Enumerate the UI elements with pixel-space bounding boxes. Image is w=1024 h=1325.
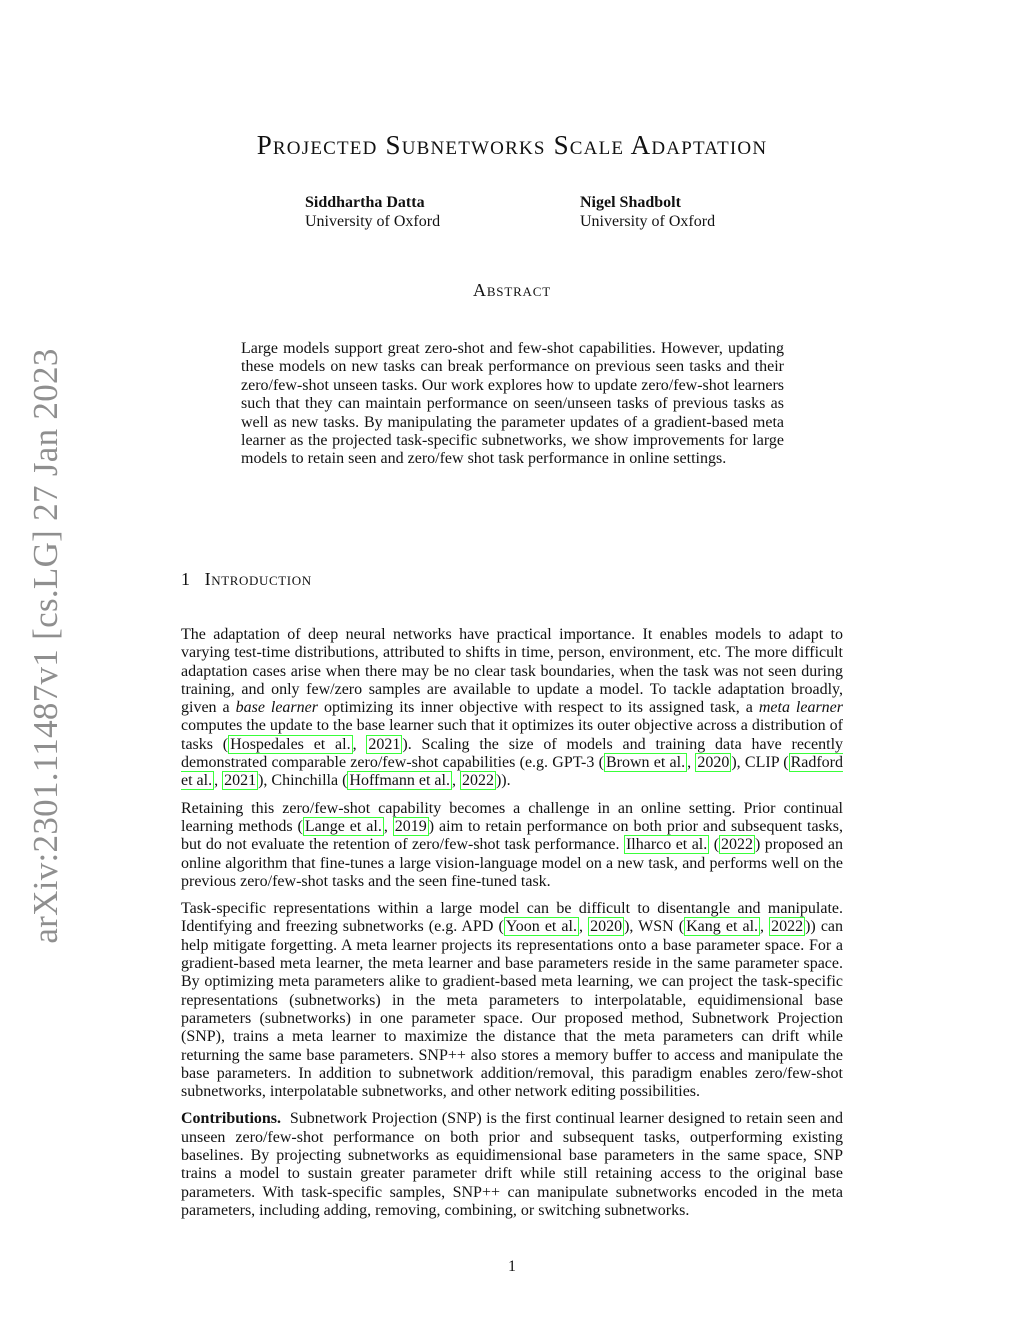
body-text <box>181 626 847 1229</box>
text-run: Retaining this zero/few-shot capability becomes a challenge in an online setting. Prior continual learning methods ( <box>181 799 843 835</box>
citation-link[interactable]: Kang et al. <box>686 918 759 936</box>
author-name: Siddhartha Datta <box>305 194 425 211</box>
paragraph <box>181 626 843 791</box>
citation-link[interactable]: Hospedales et al. <box>230 735 351 753</box>
text-run: ) aim to retain performance on both prior and subsequent tasks, but do not evaluate the retention of zero/few-shot task performance. <box>181 817 844 854</box>
text-run: ), Chinchilla ( <box>258 772 348 790</box>
text-run: ( <box>709 836 720 854</box>
text-run: Task-specific representations within a large model can be difficult to disentangle and manipulate. Identifying and freezing subnetworks (e.g. APD ( <box>181 900 843 936</box>
text-run: optimizing its inner objective with respect to its assigned task, a <box>318 699 759 717</box>
text-run: , <box>383 817 393 835</box>
citation-link[interactable]: Brown et al. <box>605 754 686 772</box>
run-in-heading: Contributions. <box>181 1110 282 1128</box>
paragraph <box>181 900 843 1101</box>
text-run: The adaptation of deep neural networks have practical importance. It enables models to adapt to varying test-time distributions, attributed to shifts in time, person, environment, etc. The more difficult adaptation cases arise when there may be no clear task boundaries, when the task was not seen during training, and only few/zero samples are available to update a model. To tackle adaptation broadly, given a <box>181 626 843 717</box>
text-run: , <box>687 754 696 772</box>
section-number: 1 <box>181 569 191 589</box>
abstract-text: Large models support great zero-shot and few-shot capabilities. However, updating these models on new tasks can break performance on previous seen tasks and their zero/few-shot unseen tasks. Our work explores how to update zero/few-shot learners such that they can maintain performance on seen/unseen tasks of previous tasks as well as new tasks. By manipulating the parameter updates of a gradient-based meta learner as the projected task-specific subnetworks, we show improvements for large models to retain seen and zero/few shot task performance in online settings. <box>241 340 784 468</box>
text-run: , <box>451 772 460 790</box>
text-run: , <box>352 735 367 753</box>
section-heading <box>181 569 312 590</box>
citation-link[interactable]: Yoon et al. <box>505 918 577 936</box>
citation-link[interactable]: 2021 <box>224 772 257 790</box>
paragraph <box>181 800 843 891</box>
text-run: )). <box>495 772 511 790</box>
text-run: ), WSN ( <box>624 918 685 936</box>
citation-link[interactable]: Ilharco et al. <box>625 836 708 854</box>
paragraph <box>181 1110 847 1220</box>
citation-link[interactable]: 2020 <box>697 754 730 772</box>
section-title: Introduction <box>204 569 312 589</box>
citation-link[interactable]: Lange et al. <box>304 817 382 835</box>
citation-link[interactable]: 2022 <box>721 836 754 854</box>
arxiv-stamp: arXiv:2301.11487v1 [cs.LG] 27 Jan 2023 <box>26 348 65 944</box>
text-run: , <box>760 918 770 936</box>
text-run: )) can help mitigate forgetting. A meta learner projects its representations onto a base parameter space. For a gradient-based meta learner, the meta learner and base parameters reside in the same parameter space. By optimizing meta parameters alike to gradient-based meta learning, we can project the task-specific representations (subnetworks) in the meta parameters to interpolatable, equidimensional base parameters (subnetworks) in one parameter space. Our proposed method, Subnetwork Projection (SNP), trains a meta learner to maximize the distance that the meta parameters can drift while returning the same base parameters. SNP++ also stores a memory buffer to access and manipulate the base parameters. In addition to subnetwork addition/removal, this paradigm enables zero/few-shot subnetworks, interpolatable subnetworks, and other network editing possibilities. <box>181 918 844 1101</box>
text-run: Subnetwork Projection (SNP) is the first continual learner designed to retain seen and unseen zero/few-shot performance on both prior and subsequent tasks, outperforming existing baselines. By projecting subnetworks as equidimensional base parameters in the same space, SNP trains a model to sustain greater parameter drift while still retaining access to the original base parameters. With task-specific samples, SNP++ can manipulate subnetworks encoded in the meta parameters, including adding, removing, combining, or switching subnetworks. <box>181 1110 847 1219</box>
citation-link[interactable]: 2019 <box>394 817 427 835</box>
author-block <box>580 193 715 231</box>
emphasis: meta learner <box>758 699 844 717</box>
text-run: , <box>578 918 589 936</box>
citation-link[interactable]: 2020 <box>590 918 623 936</box>
citation-link[interactable]: Hoffmann et al. <box>349 772 450 790</box>
text-run: ) proposed an online algorithm that fine-tunes a large vision-language model on a new task, and performs well on the previous zero/few-shot tasks and the seen fine-tuned task. <box>181 836 844 890</box>
author-affiliation: University of Oxford <box>305 213 441 230</box>
text-run: ). Scaling the size of models and training data have recently demonstrated comparable zero/few-shot capabilities (e.g. GPT-3 ( <box>181 735 844 772</box>
citation-link[interactable]: Radford et al. <box>181 754 844 790</box>
abstract-heading: Abstract <box>473 280 551 300</box>
text-run: computes the update to the base learner such that it optimizes its outer objective across a distribution of tasks ( <box>181 717 843 753</box>
text-run: ), CLIP ( <box>731 754 789 772</box>
citation-link[interactable]: 2022 <box>461 772 494 790</box>
emphasis: base learner <box>235 699 318 717</box>
paper-title: Projected Subnetworks Scale Adaptation <box>256 130 768 160</box>
author-block <box>305 193 440 231</box>
citation-link[interactable]: 2022 <box>771 918 804 936</box>
citation-link[interactable]: 2021 <box>368 735 401 753</box>
author-name: Nigel Shadbolt <box>580 194 681 211</box>
page-number: 1 <box>508 1258 516 1275</box>
text-run: , <box>214 772 223 790</box>
author-affiliation: University of Oxford <box>580 213 716 230</box>
